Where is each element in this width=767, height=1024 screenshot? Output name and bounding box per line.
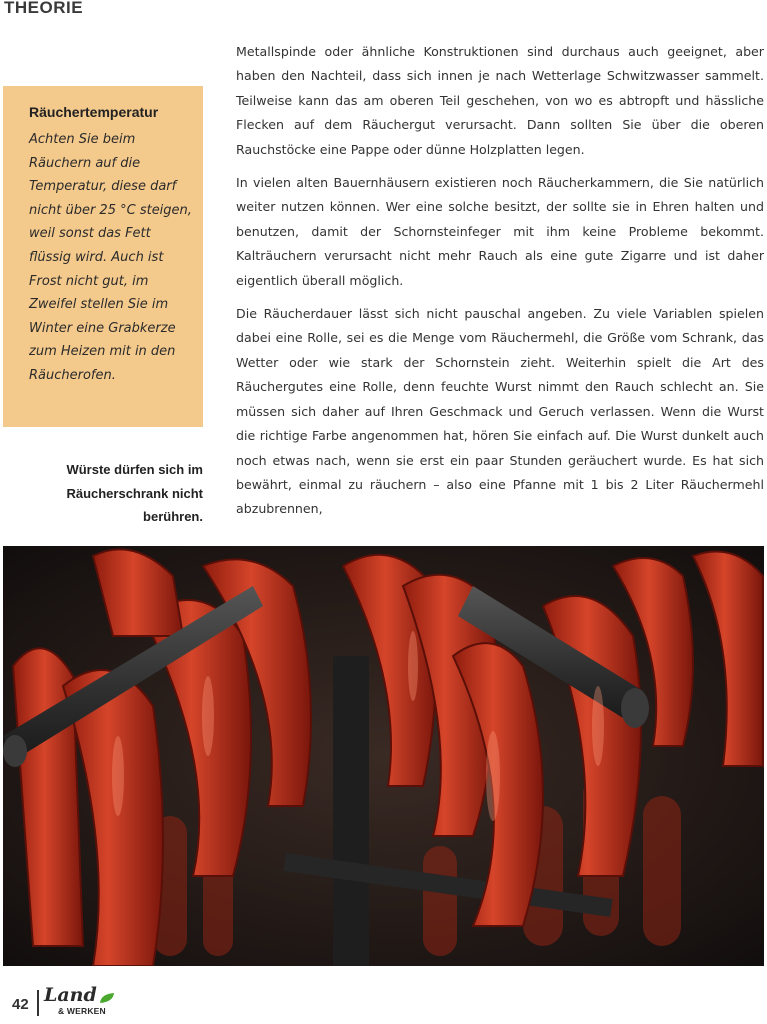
footer-divider — [37, 990, 39, 1016]
article-paragraph: Metallspinde oder ähnliche Konstruktionen sind durchaus auch geeignet, aber haben den Nachteil, dass sich innen je nach Wetterlage Schwitzwasser sammelt. Teilweise kann das am oberen Teil geschehen, von wo es abtropft und hässliche Flecken auf dem Räuchergut verursacht. Dann sollten Sie über die oberen Rauchstöcke eine Pappe oder dünne Holzplatten legen. — [236, 44, 764, 157]
sausages-photo — [3, 546, 764, 966]
leaf-icon — [99, 992, 115, 1004]
info-box-text: Achten Sie beim Räuchern auf die Temperatur, diese darf nicht über 25 °C steigen, weil sonst das Fett flüssig wird. Auch ist Frost nicht gut, im Zweifel stellen Sie im Winter eine Grabkerze zum Heizen mit in den Räucherofen. — [29, 132, 192, 383]
article-paragraph: Die Räucherdauer lässt sich nicht pauschal angeben. Zu viele Variablen spielen dabei eine Rolle, sei es die Menge vom Räuchermehl, die Größe vom Schrank, das Wetter oder wie stark der Schornstein zieht. Weiterhin spielt die Art des Räuchergutes eine Rolle, denn feuchte Wurst nimmt den Rauch schlecht an. Sie müssen sich daher auf Ihren Geschmack und Geruch verlassen. Wenn die Wurst die richtige Farbe angenommen hat, hören Sie einfach auf. Die Wurst dunkelt auch noch etwas nach, wenn sie erst ein paar Stunden geräuchert wurde. Es hat sich bewährt, einmal zu räuchern – also eine Pfanne mit 1 bis 2 Liter Räuchermehl abzubrennen, — [236, 306, 764, 517]
info-box-title: Räuchertemperatur — [29, 104, 159, 120]
photo-caption: Würste dürfen sich im Räucherschrank nicht berühren. — [66, 462, 203, 524]
logo-word: Land — [44, 984, 97, 1006]
logo-subtitle: & WERKEN — [58, 1006, 106, 1016]
article-body — [236, 40, 764, 531]
sausages-image — [3, 546, 764, 966]
article-paragraph: In vielen alten Bauernhäusern existieren noch Räucherkammern, die Sie natürlich weiter nutzen können. Wer eine solche besitzt, der sollte sie in Ehren halten und benutzen, damit der Schornsteinfeger mit ihm keine Probleme bekommt. Kalträuchern verursacht nicht mehr Rauch als eine gute Zigarre und ist daher eigentlich überall möglich. — [236, 175, 764, 288]
page-number: 42 — [12, 996, 29, 1013]
section-label: THEORIE — [4, 0, 84, 17]
magazine-logo — [44, 984, 134, 1020]
info-box — [3, 86, 203, 427]
